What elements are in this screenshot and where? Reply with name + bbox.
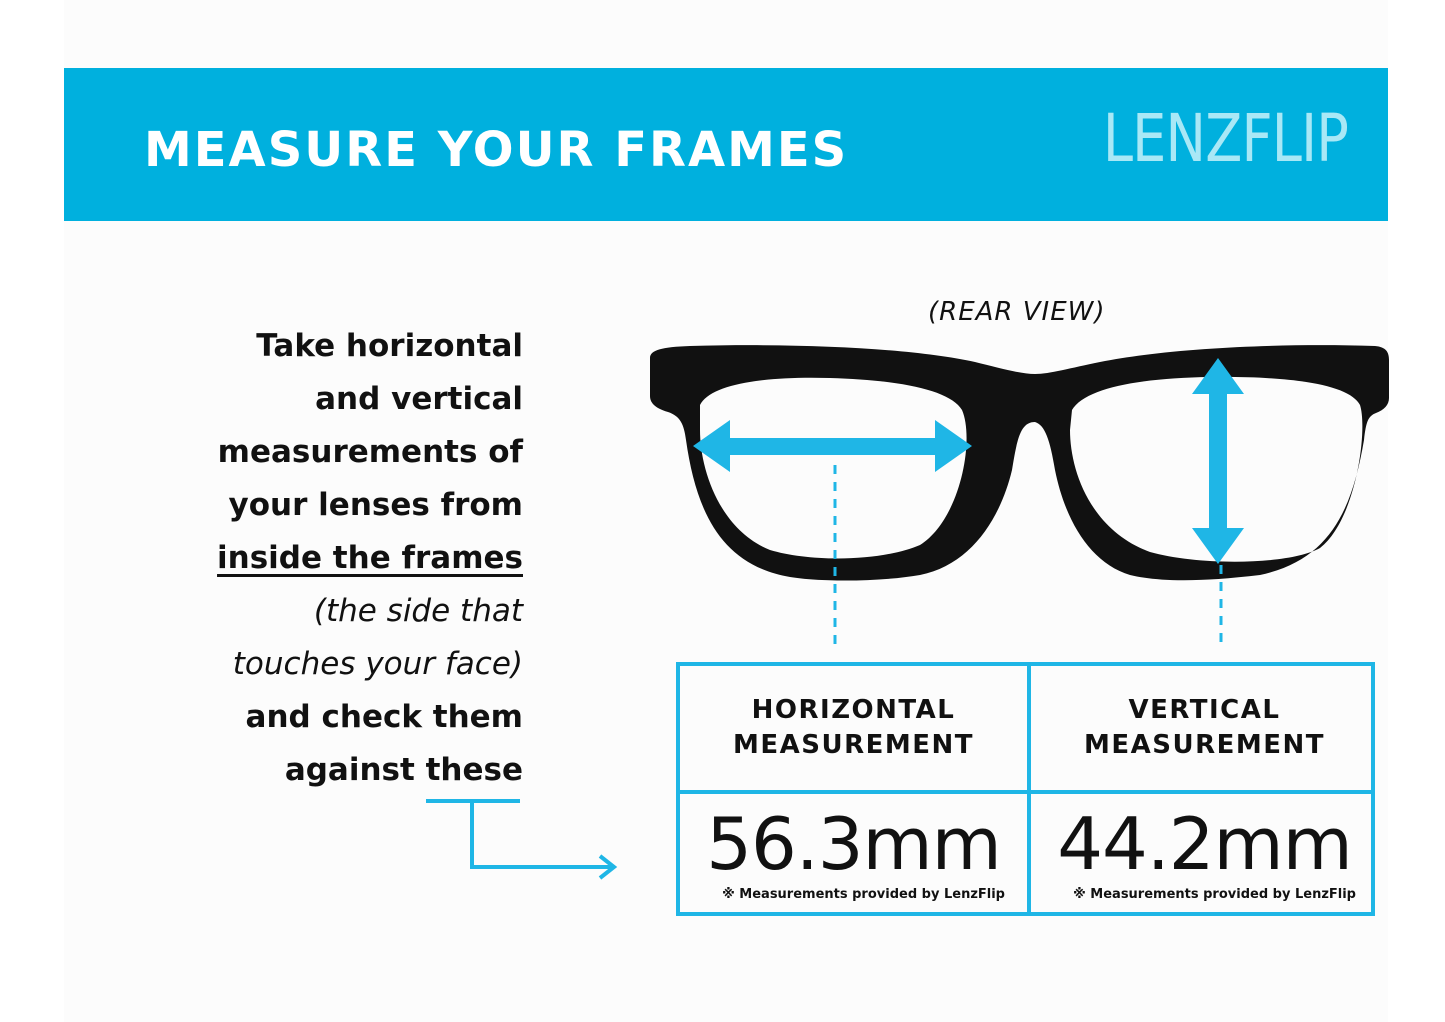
instruction-line: and check them	[245, 699, 523, 735]
vertical-value-cell	[1031, 794, 1378, 912]
measurement-note: ※ Measurements provided by LenzFlip	[722, 887, 1005, 902]
horizontal-value-cell	[680, 794, 1027, 912]
instruction-line: and vertical	[315, 381, 523, 417]
pointer-arrow-icon	[426, 801, 614, 878]
heading-line: HORIZONTAL	[751, 695, 956, 725]
rear-view-label: (REAR VIEW)	[928, 297, 1106, 327]
vertical-arrow-icon	[1192, 358, 1244, 564]
instruction-line: against these	[284, 752, 523, 788]
vertical-value: 44.2mm	[1057, 802, 1352, 886]
vertical-heading	[1031, 666, 1378, 790]
measurement-table	[676, 662, 1375, 916]
heading-line: MEASUREMENT	[1083, 730, 1325, 760]
instruction-line: Take horizontal	[256, 328, 523, 364]
brand-logo: LENZFLIP	[1102, 100, 1348, 177]
glasses-icon	[650, 345, 1389, 580]
instruction-line: measurements of	[217, 434, 523, 470]
instruction-note: touches your face)	[232, 646, 523, 682]
heading-line: MEASUREMENT	[732, 730, 974, 760]
instruction-emphasis: inside the frames	[217, 540, 523, 576]
instruction-note: (the side that	[313, 593, 523, 629]
horizontal-arrow-icon	[693, 420, 972, 472]
heading-line: VERTICAL	[1128, 695, 1281, 725]
measurement-note: ※ Measurements provided by LenzFlip	[1073, 887, 1356, 902]
horizontal-value: 56.3mm	[706, 802, 1001, 886]
page-title: MEASURE YOUR FRAMES	[144, 122, 849, 178]
instruction-line: your lenses from	[228, 487, 523, 523]
horizontal-heading	[680, 666, 1027, 790]
